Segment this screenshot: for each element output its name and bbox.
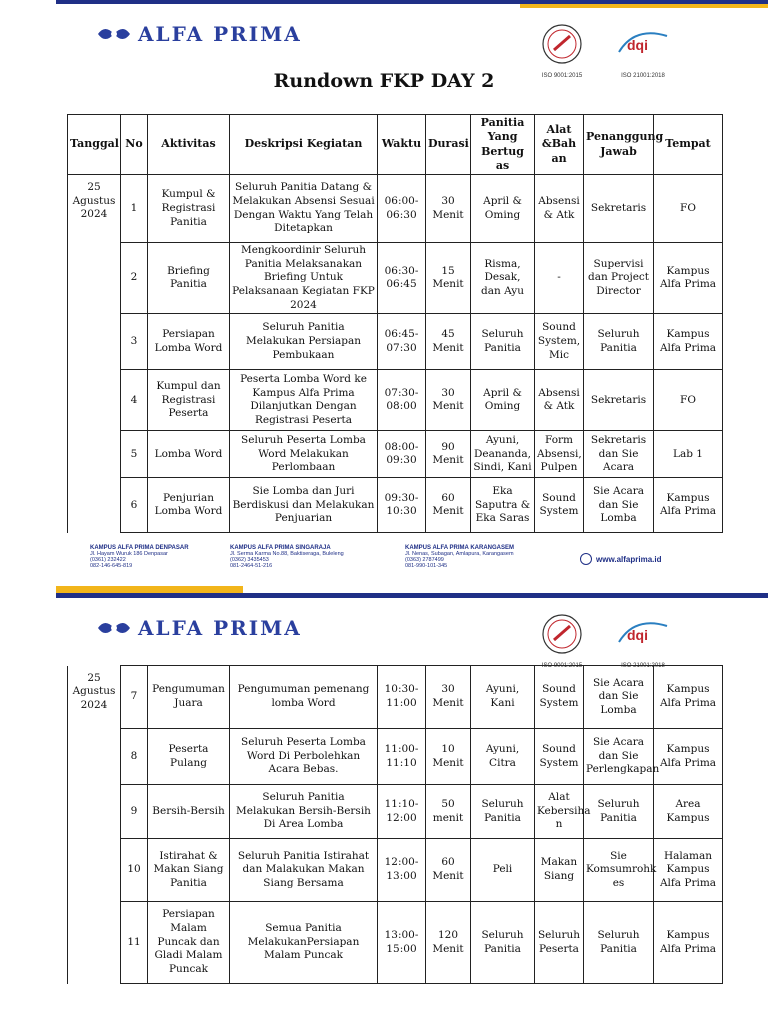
brand-emblem-icon — [96, 618, 132, 638]
cell-tempat: Halaman Kampus Alfa Prima — [654, 839, 723, 902]
cell-panitia: Ayuni, Deananda, Sindi, Kani — [471, 431, 535, 478]
table-row — [68, 666, 723, 729]
certification-seal-icon — [540, 22, 584, 66]
cell-waktu: 08:00-09:30 — [378, 431, 426, 478]
footer-whatsapp: 081-2464-51-216 — [230, 563, 273, 569]
cell-panitia: Risma, Desak, dan Ayu — [471, 243, 535, 314]
footer-address: Jl. Serma Karma No.88, Baktiseraga, Buleleng — [230, 551, 344, 557]
footer-website[interactable] — [580, 553, 662, 565]
cell-no: 2 — [121, 243, 148, 314]
cell-no: 1 — [121, 175, 148, 243]
cell-pj: Sie Acara dan Sie Lomba — [584, 478, 654, 533]
cell-durasi: 50 menit — [426, 785, 471, 839]
cell-panitia: April & Oming — [471, 175, 535, 243]
brand-name: ALFA PRIMA — [138, 22, 302, 46]
cell-panitia: Ayuni, Kani — [471, 666, 535, 729]
cell-alat: Sound System — [535, 666, 584, 729]
cell-alat: - — [535, 243, 584, 314]
page-break-band — [56, 593, 768, 598]
cell-no: 7 — [121, 666, 148, 729]
footer-phone: (0363) 2787499 — [405, 557, 444, 563]
cell-pj: Sie Acara dan Sie Perlengkapan — [584, 729, 654, 785]
cell-deskripsi: Peserta Lomba Word ke Kampus Alfa Prima Dilanjutkan Dengan Registrasi Peserta — [230, 370, 378, 431]
cell-alat: Absensi & Atk — [535, 175, 584, 243]
table-row — [68, 243, 723, 314]
table-row — [68, 431, 723, 478]
cell-aktivitas: Persiapan Lomba Word — [148, 314, 230, 370]
cell-no: 6 — [121, 478, 148, 533]
cell-aktivitas: Peserta Pulang — [148, 729, 230, 785]
cell-tempat: Kampus Alfa Prima — [654, 314, 723, 370]
cell-aktivitas: Pengumuman Juara — [148, 666, 230, 729]
cell-waktu: 13:00-15:00 — [378, 902, 426, 984]
cell-pj: Sie Komsumrohk es — [584, 839, 654, 902]
footer-campus-denpasar — [90, 545, 189, 569]
cell-waktu: 11:10-12:00 — [378, 785, 426, 839]
brand-logo-page2 — [96, 616, 302, 640]
cell-deskripsi: Seluruh Panitia Datang & Melakukan Absensi Sesuai Dengan Waktu Yang Telah Ditetapkan — [230, 175, 378, 243]
cell-alat: Makan Siang — [535, 839, 584, 902]
header-no: No — [121, 115, 148, 175]
footer-whatsapp: 081-990-101-345 — [405, 563, 448, 569]
cell-durasi: 30 Menit — [426, 666, 471, 729]
cell-no: 10 — [121, 839, 148, 902]
table-row — [68, 175, 723, 243]
cell-no: 4 — [121, 370, 148, 431]
cell-deskripsi: Semua Panitia MelakukanPersiapan Malam Puncak — [230, 902, 378, 984]
cell-pj: Seluruh Panitia — [584, 785, 654, 839]
website-link[interactable]: www.alfaprima.id — [596, 554, 662, 564]
header-durasi: Durasi — [426, 115, 471, 175]
table-row — [68, 902, 723, 984]
cell-durasi: 30 Menit — [426, 175, 471, 243]
cell-durasi: 90 Menit — [426, 431, 471, 478]
cell-pj: Sekretaris — [584, 370, 654, 431]
date-cell: 25 Agustus 2024 — [68, 666, 121, 984]
cell-no: 5 — [121, 431, 148, 478]
cell-pj: Supervisi dan Project Director — [584, 243, 654, 314]
cell-durasi: 60 Menit — [426, 839, 471, 902]
cell-deskripsi: Pengumuman pemenang lomba Word — [230, 666, 378, 729]
footer-campus-karangasem — [405, 545, 514, 569]
header-deskripsi: Deskripsi Kegiatan — [230, 115, 378, 175]
table-row — [68, 370, 723, 431]
cell-no: 3 — [121, 314, 148, 370]
certification-seal-icon — [540, 612, 584, 656]
cell-aktivitas: Persiapan Malam Puncak dan Gladi Malam Puncak — [148, 902, 230, 984]
footer-address: Jl. Hayam Wuruk 186 Denpasar — [90, 551, 168, 557]
cell-deskripsi: Seluruh Panitia Istirahat dan Malakukan Makan Siang Bersama — [230, 839, 378, 902]
iso-9001-cert-page2 — [540, 612, 584, 669]
cell-durasi: 60 Menit — [426, 478, 471, 533]
cell-aktivitas: Penjurian Lomba Word — [148, 478, 230, 533]
cell-aktivitas: Istirahat & Makan Siang Panitia — [148, 839, 230, 902]
cell-alat: Form Absensi, Pulpen — [535, 431, 584, 478]
table-row — [68, 729, 723, 785]
cell-alat: Sound System — [535, 729, 584, 785]
footer-campus-title: KAMPUS ALFA PRIMA SINGARAJA — [230, 545, 331, 551]
table-row — [68, 314, 723, 370]
cell-waktu: 06:45-07:30 — [378, 314, 426, 370]
iso-21001-label: ISO 21001:2018 — [621, 663, 665, 669]
cell-pj: Seluruh Panitia — [584, 314, 654, 370]
cell-alat: Sound System, Mic — [535, 314, 584, 370]
cell-waktu: 06:00-06:30 — [378, 175, 426, 243]
cell-tempat: Lab 1 — [654, 431, 723, 478]
footer-campus-title: KAMPUS ALFA PRIMA KARANGASEM — [405, 545, 514, 551]
cell-no: 8 — [121, 729, 148, 785]
cell-alat: Seluruh Peserta — [535, 902, 584, 984]
iso-21001-cert-page2 — [615, 612, 671, 669]
cell-tempat: Kampus Alfa Prima — [654, 478, 723, 533]
cell-deskripsi: Seluruh Panitia Melakukan Persiapan Pembukaan — [230, 314, 378, 370]
cell-panitia: Seluruh Panitia — [471, 785, 535, 839]
brand-emblem-icon — [96, 24, 132, 44]
table-row — [68, 839, 723, 902]
cell-deskripsi: Seluruh Peserta Lomba Word Melakukan Perlombaan — [230, 431, 378, 478]
cell-aktivitas: Kumpul dan Registrasi Peserta — [148, 370, 230, 431]
cell-waktu: 07:30-08:00 — [378, 370, 426, 431]
footer-campus-title: KAMPUS ALFA PRIMA DENPASAR — [90, 545, 189, 551]
cell-pj: Sekretaris dan Sie Acara — [584, 431, 654, 478]
header-aktivitas: Aktivitas — [148, 115, 230, 175]
top-band-accent — [520, 4, 768, 8]
page-footer — [90, 545, 720, 577]
cell-aktivitas: Kumpul & Registrasi Panitia — [148, 175, 230, 243]
cell-durasi: 10 Menit — [426, 729, 471, 785]
cell-alat: Sound System — [535, 478, 584, 533]
dqi-seal-icon — [615, 612, 671, 656]
brand-logo — [96, 22, 302, 46]
cell-tempat: Kampus Alfa Prima — [654, 902, 723, 984]
cell-tempat: Kampus Alfa Prima — [654, 243, 723, 314]
cell-deskripsi: Seluruh Peserta Lomba Word Di Perbolehkan Acara Bebas. — [230, 729, 378, 785]
cell-deskripsi: Seluruh Panitia Melakukan Bersih-Bersih Di Area Lomba — [230, 785, 378, 839]
cell-pj: Sekretaris — [584, 175, 654, 243]
header-penanggung-jawab: Penanggung Jawab — [584, 115, 654, 175]
header-tanggal: Tanggal — [68, 115, 121, 175]
header-tempat: Tempat — [654, 115, 723, 175]
cell-panitia: Seluruh Panitia — [471, 902, 535, 984]
footer-whatsapp: 082-146-645-819 — [90, 563, 133, 569]
header-waktu: Waktu — [378, 115, 426, 175]
cell-deskripsi: Sie Lomba dan Juri Berdiskusi dan Melakukan Penjuarian — [230, 478, 378, 533]
cell-waktu: 09:30-10:30 — [378, 478, 426, 533]
cell-deskripsi: Mengkoordinir Seluruh Panitia Melaksanakan Briefing Untuk Pelaksanaan Kegiatan FKP 2024 — [230, 243, 378, 314]
iso-21001-label: ISO 21001:2018 — [621, 73, 665, 79]
iso-9001-label: ISO 9001:2015 — [541, 73, 583, 79]
cell-tempat: Area Kampus — [654, 785, 723, 839]
cell-tempat: Kampus Alfa Prima — [654, 666, 723, 729]
dqi-text: dqi — [627, 627, 648, 643]
header-alat: Alat &Bah an — [535, 115, 584, 175]
cell-waktu: 11:00-11:10 — [378, 729, 426, 785]
cell-panitia: Ayuni, Citra — [471, 729, 535, 785]
dqi-seal-icon — [615, 22, 671, 66]
header-panitia: Panitia Yang Bertug as — [471, 115, 535, 175]
cell-no: 9 — [121, 785, 148, 839]
footer-phone: (0362) 3435453 — [230, 557, 269, 563]
globe-icon — [580, 553, 592, 565]
cell-durasi: 15 Menit — [426, 243, 471, 314]
cell-panitia: Peli — [471, 839, 535, 902]
cell-durasi: 30 Menit — [426, 370, 471, 431]
cell-waktu: 12:00-13:00 — [378, 839, 426, 902]
cell-durasi: 45 Menit — [426, 314, 471, 370]
page-break-band-accent — [56, 586, 243, 593]
cell-tempat: FO — [654, 175, 723, 243]
table-header-row — [68, 115, 723, 175]
cell-alat: Absensi & Atk — [535, 370, 584, 431]
cell-aktivitas: Bersih-Bersih — [148, 785, 230, 839]
brand-name: ALFA PRIMA — [138, 616, 302, 640]
table-row — [68, 478, 723, 533]
page-title: Rundown FKP DAY 2 — [273, 70, 495, 92]
cell-alat: Alat Kebersiha n — [535, 785, 584, 839]
cell-waktu: 10:30-11:00 — [378, 666, 426, 729]
cell-pj: Sie Acara dan Sie Lomba — [584, 666, 654, 729]
cell-no: 11 — [121, 902, 148, 984]
cell-aktivitas: Lomba Word — [148, 431, 230, 478]
rundown-table — [67, 114, 723, 533]
cell-pj: Seluruh Panitia — [584, 902, 654, 984]
cell-panitia: Seluruh Panitia — [471, 314, 535, 370]
footer-address: Jl. Nenas, Subagan, Amlapura, Karangasem — [405, 551, 514, 557]
cell-durasi: 120 Menit — [426, 902, 471, 984]
table-row — [68, 785, 723, 839]
footer-phone: (0361) 232422 — [90, 557, 126, 563]
cell-panitia: April & Oming — [471, 370, 535, 431]
dqi-text: dqi — [627, 37, 648, 53]
cell-tempat: Kampus Alfa Prima — [654, 729, 723, 785]
footer-campus-singaraja — [230, 545, 344, 569]
rundown-table-continued — [67, 665, 723, 984]
cell-panitia: Eka Saputra & Eka Saras — [471, 478, 535, 533]
date-cell: 25 Agustus 2024 — [68, 175, 121, 533]
iso-9001-label: ISO 9001:2015 — [541, 663, 583, 669]
cell-aktivitas: Briefing Panitia — [148, 243, 230, 314]
cell-waktu: 06:30-06:45 — [378, 243, 426, 314]
cell-tempat: FO — [654, 370, 723, 431]
